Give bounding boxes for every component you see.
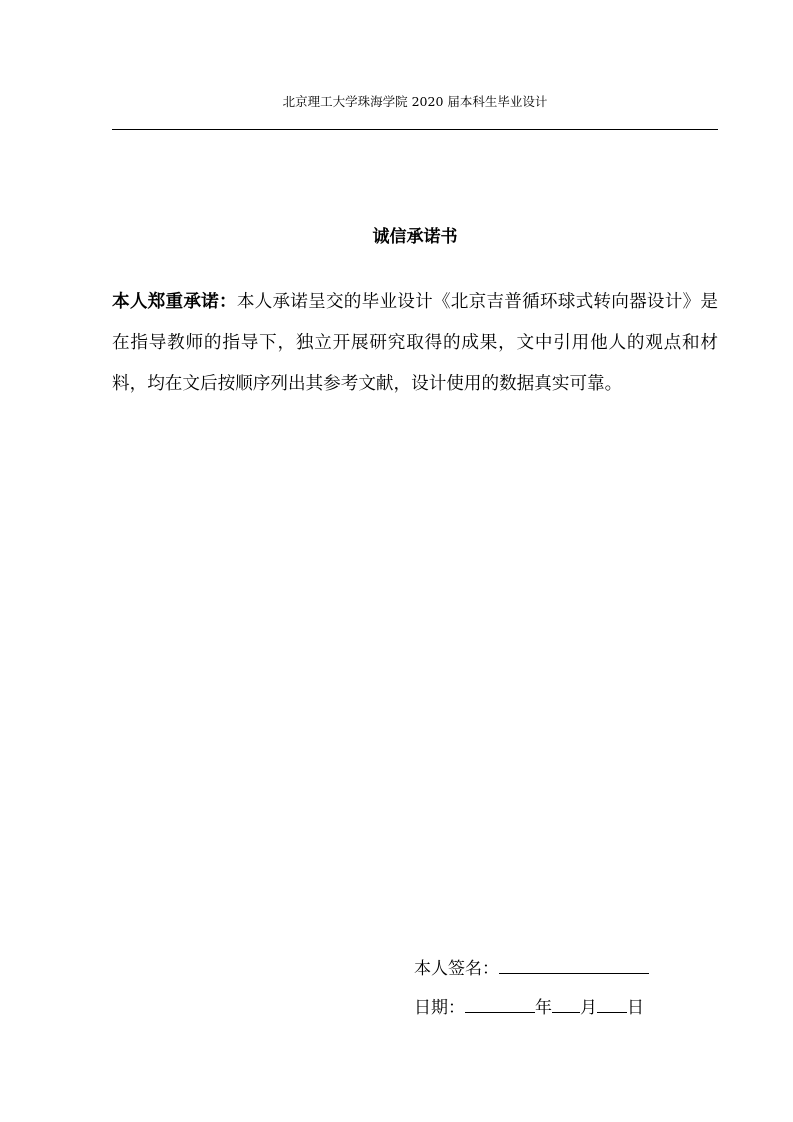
month-label: 月 [580,998,597,1018]
date-label: 日期： [414,998,465,1018]
month-blank[interactable] [552,992,580,1013]
date-row [414,992,644,1018]
header-text: 北京理工大学珠海学院 2020 届本科生毕业设计 [282,94,548,109]
signature-blank[interactable] [499,953,649,974]
statement-lead: 本人郑重承诺： [112,291,237,312]
page-header [112,90,718,130]
document-title: 诚信承诺书 [372,227,458,247]
signature-row [414,953,649,979]
year-label: 年 [535,998,552,1018]
statement-body: 本人承诺呈交的毕业设计《北京吉普循环球式转向器设计》是在指导教师的指导下，独立开展研究取得的成果，文中引用他人的观点和材料，均在文后按顺序列出其参考文献，设计使用的数据真实可靠。 [112,292,718,394]
signature-label: 本人签名： [414,959,499,979]
year-blank[interactable] [465,992,535,1013]
integrity-statement [112,281,718,405]
day-label: 日 [627,998,644,1018]
day-blank[interactable] [597,992,627,1013]
